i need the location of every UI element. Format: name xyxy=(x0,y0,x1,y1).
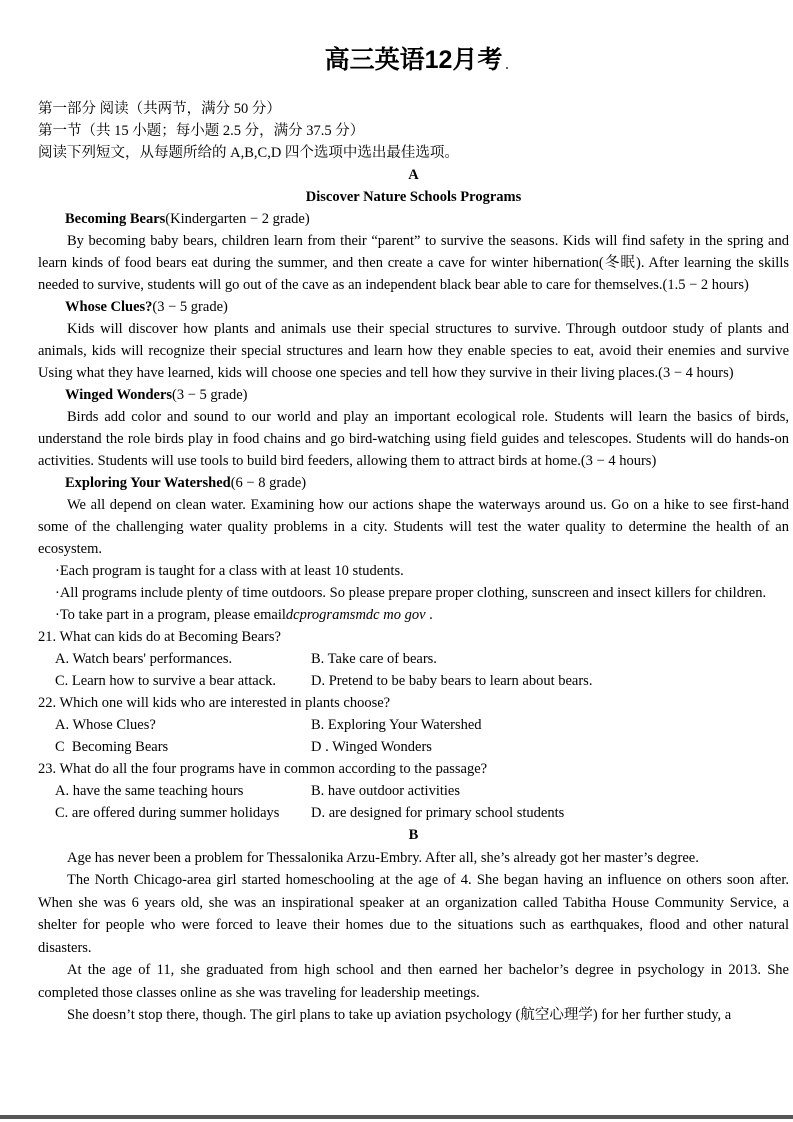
passage-b-paragraph: The North Chicago-area girl started homeschooling at the age of 4. She began having an influence on others soon after. When she was 6 years old, she was an inspirational speaker at an organization called Tabitha House Community Service, a shelter for people who were forced to leave their homes due to the situations such as earthquakes, flood and other natural disasters. xyxy=(38,872,789,956)
passage-a-title: Discover Nature Schools Programs xyxy=(305,189,522,205)
program-name: Exploring Your Watershed xyxy=(65,475,231,491)
section-one-heading: 第一节（共 15 小题；每小题 2.5 分，满分 37.5 分） xyxy=(38,123,365,139)
option-b: B. Exploring Your Watershed xyxy=(311,717,482,733)
program-heading xyxy=(38,208,789,230)
passage-a-label: A xyxy=(408,167,419,183)
program-heading xyxy=(38,296,789,318)
reading-instruction: 阅读下列短文，从每题所给的 A,B,C,D 四个选项中选出最佳选项。 xyxy=(38,145,459,161)
stray-mark xyxy=(506,67,508,69)
option-c: C Becoming Bears xyxy=(55,739,169,755)
page-title: 高三英语12月考 xyxy=(324,46,503,74)
program-name: Whose Clues? xyxy=(65,299,153,315)
question-stem: 23. What do all the four programs have in common according to the passage? xyxy=(38,761,488,777)
program-heading xyxy=(38,384,789,406)
option-row xyxy=(38,736,789,758)
email-address: dcprogramsmdc mo gov xyxy=(285,607,426,623)
note-bullet-email xyxy=(38,604,789,626)
option-a: A. Whose Clues? xyxy=(55,717,156,733)
option-row xyxy=(38,780,789,802)
question-stem: 21. What can kids do at Becoming Bears? xyxy=(38,629,281,645)
option-d: D. Pretend to be baby bears to learn about bears. xyxy=(311,673,593,689)
option-row xyxy=(38,648,789,670)
option-a: A. have the same teaching hours xyxy=(55,783,244,799)
option-row xyxy=(38,670,789,692)
program-paragraph: By becoming baby bears, children learn from their “parent” to survive the seasons. Kids will find safety in the spring and learn kinds of food bears eat during the summer, and then create a cave for winter hibernation(冬眠). After learning the skills needed to survive, students will go out of the cave as an independent black bear able to care for themselves.(1.5 − 2 hours) xyxy=(38,233,789,293)
passage-b-paragraph: She doesn’t stop there, though. The girl plans to take up aviation psychology (航空心理学) for her further study, a xyxy=(67,1007,732,1023)
option-row xyxy=(38,714,789,736)
program-heading xyxy=(38,472,789,494)
passage-b-paragraph: Age has never been a problem for Thessalonika Arzu-Embry. After all, she’s already got her master’s degree. xyxy=(67,849,699,866)
passage-b xyxy=(38,824,789,1027)
program-name: Becoming Bears xyxy=(65,211,166,227)
question-22 xyxy=(38,692,789,758)
option-b: B. Take care of bears. xyxy=(311,651,437,667)
part-one-heading: 第一部分 阅读（共两节，满分 50 分） xyxy=(38,101,281,117)
note-bullet: ·Each program is taught for a class with at least 10 students. xyxy=(55,563,404,579)
option-b: B. have outdoor activities xyxy=(311,783,460,799)
option-row xyxy=(38,802,789,824)
option-d: D. are designed for primary school students xyxy=(311,805,565,821)
passage-b-paragraph: At the age of 11, she graduated from high school and then earned her bachelor’s degree in psychology in 2013. She completed those classes online as she was traveling for leadership meetings. xyxy=(38,962,789,1001)
option-c: C. Learn how to survive a bear attack. xyxy=(55,673,277,689)
window-bottom-edge xyxy=(0,1115,793,1119)
program-grade: (6 − 8 grade) xyxy=(230,475,307,491)
program-name: Winged Wonders xyxy=(65,387,173,403)
program-grade: (3 − 5 grade) xyxy=(172,387,248,403)
option-a: A. Watch bears' performances. xyxy=(55,651,233,667)
program-paragraph: Kids will discover how plants and animals use their special structures to survive. Through outdoor study of plants and animals, kids will recognize their special structures and learn how they enable species to eat, avoid their enemies and survive Using what they have learned, kids will choose one species and tell how they survive in their living places.(3 − 4 hours) xyxy=(38,321,789,381)
program-paragraph: We all depend on clean water. Examining how our actions shape the waterways around us. Go on a hike to see first-hand some of the challenging water quality problems in a city. Students will test the water quality to determine the health of an ecosystem. xyxy=(38,497,789,557)
question-21 xyxy=(38,626,789,692)
email-suffix: . xyxy=(425,607,433,623)
program-grade: (Kindergarten − 2 grade) xyxy=(165,211,310,227)
question-23 xyxy=(38,758,789,824)
question-stem: 22. Which one will kids who are interested in plants choose? xyxy=(38,695,391,711)
note-bullet: ·All programs include plenty of time outdoors. So please prepare proper clothing, sunscreen and insect killers for children. xyxy=(55,585,767,601)
passage-b-label: B xyxy=(408,827,419,843)
option-c: C. are offered during summer holidays xyxy=(55,805,280,821)
email-prefix: ·To take part in a program, please email xyxy=(55,607,286,623)
program-paragraph: Birds add color and sound to our world and play an important ecological role. Students will learn the basics of birds, understand the role birds play in food chains and go bird-watching using field guides and telescopes. Students will do hands-on activities. Students will use tools to build bird feeders, allowing them to attract birds at home.(3 − 4 hours) xyxy=(38,409,789,469)
option-d: D . Winged Wonders xyxy=(311,739,432,755)
program-grade: (3 − 5 grade) xyxy=(152,299,228,315)
